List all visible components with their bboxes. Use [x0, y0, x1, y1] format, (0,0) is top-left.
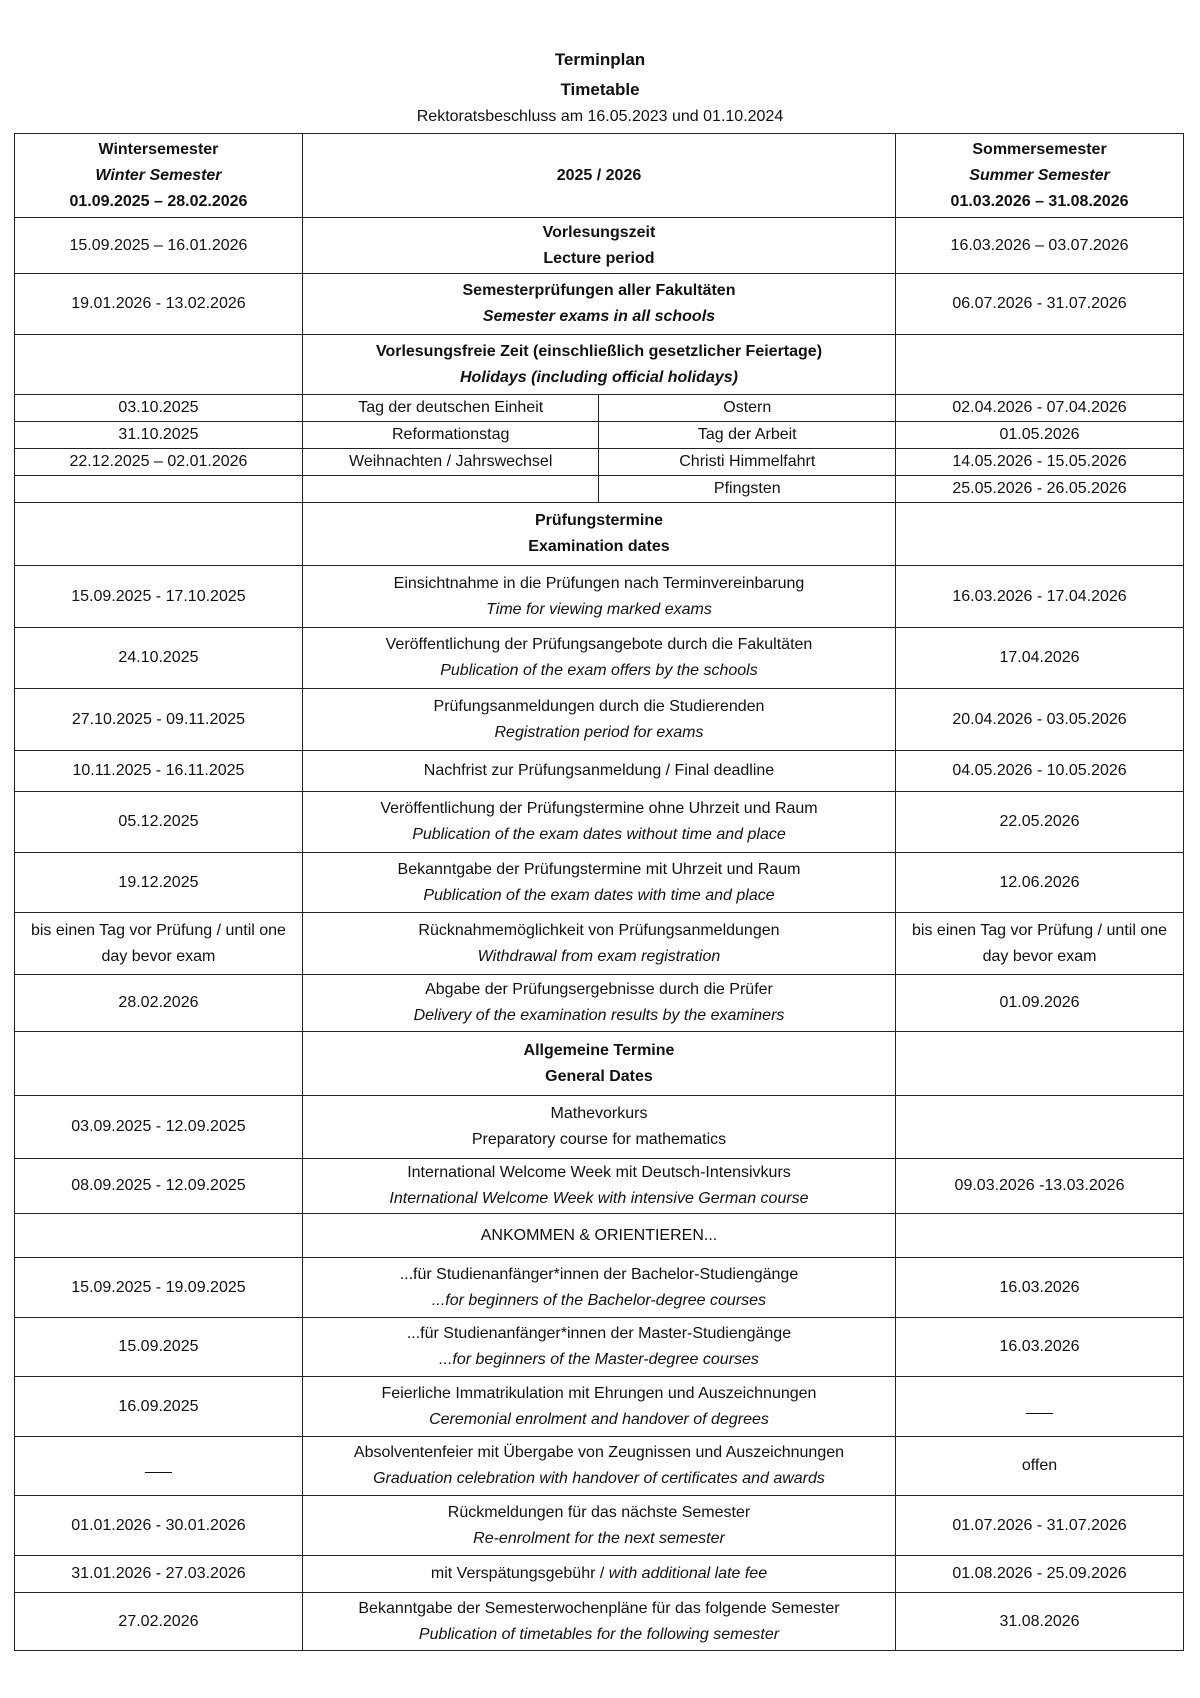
holiday-row — [15, 476, 1184, 503]
winter-date: 19.01.2026 - 13.02.2026 — [15, 274, 303, 335]
semester-exams-row — [15, 274, 1184, 335]
winter-date: 15.09.2025 — [15, 1318, 303, 1377]
summer-date: 01.08.2026 - 25.09.2026 — [896, 1556, 1184, 1593]
winter-date: ___ — [15, 1437, 303, 1496]
winter-date: 22.12.2025 – 02.01.2026 — [15, 449, 303, 476]
event-description: Feierliche Immatrikulation mit Ehrungen und Auszeichnungen Ceremonial enrolment and handover of degrees — [302, 1377, 895, 1437]
summer-date: bis einen Tag vor Prüfung / until one day bevor exam — [896, 913, 1184, 975]
event-description: Veröffentlichung der Prüfungsangebote durch die Fakultäten Publication of the exam offers by the schools — [302, 628, 895, 689]
summer-date: 17.04.2026 — [896, 628, 1184, 689]
winter-date: 28.02.2026 — [15, 975, 303, 1032]
arrival-row — [15, 1258, 1184, 1318]
summer-holiday: Christi Himmelfahrt — [599, 449, 896, 476]
summer-date: 25.05.2026 - 26.05.2026 — [896, 476, 1184, 503]
winter-date: bis einen Tag vor Prüfung / until one day bevor exam — [15, 913, 303, 975]
winter-date: 24.10.2025 — [15, 628, 303, 689]
summer-date: 22.05.2026 — [896, 792, 1184, 853]
winter-date: 27.02.2026 — [15, 1593, 303, 1651]
event-description: Absolventenfeier mit Übergabe von Zeugnissen und Auszeichnungen Graduation celebration with handover of certificates and awards — [302, 1437, 895, 1496]
exam-row — [15, 751, 1184, 792]
section-heading: Vorlesungsfreie Zeit (einschließlich gesetzlicher Feiertage) Holidays (including official holidays) — [302, 335, 895, 395]
header-row — [15, 134, 1184, 218]
summer-date: 01.07.2026 - 31.07.2026 — [896, 1496, 1184, 1556]
exam-row — [15, 975, 1184, 1032]
general-row — [15, 1159, 1184, 1214]
winter-date: 08.09.2025 - 12.09.2025 — [15, 1159, 303, 1214]
summer-date: 12.06.2026 — [896, 853, 1184, 913]
winter-date: 01.01.2026 - 30.01.2026 — [15, 1496, 303, 1556]
exam-dates-header-row — [15, 503, 1184, 566]
winter-date: 15.09.2025 - 19.09.2025 — [15, 1258, 303, 1318]
winter-date: 15.09.2025 – 16.01.2026 — [15, 218, 303, 274]
event-description: Rücknahmemöglichkeit von Prüfungsanmeldungen Withdrawal from exam registration — [302, 913, 895, 975]
summer-date: 16.03.2026 - 17.04.2026 — [896, 566, 1184, 628]
event-description: Vorlesungszeit Lecture period — [302, 218, 895, 274]
lecture-period-row — [15, 218, 1184, 274]
event-description: Rückmeldungen für das nächste Semester Re-enrolment for the next semester — [302, 1496, 895, 1556]
winter-date: 05.12.2025 — [15, 792, 303, 853]
winter-date — [15, 476, 303, 503]
timetables-row — [15, 1593, 1184, 1651]
section-heading: Allgemeine Termine General Dates — [302, 1032, 895, 1096]
summer-date: 16.03.2026 — [896, 1258, 1184, 1318]
winter-date: 27.10.2025 - 09.11.2025 — [15, 689, 303, 751]
winter-date: 31.01.2026 - 27.03.2026 — [15, 1556, 303, 1593]
winter-date: 16.09.2025 — [15, 1377, 303, 1437]
general-dates-header-row — [15, 1032, 1184, 1096]
winter-holiday: Tag der deutschen Einheit — [302, 395, 599, 422]
event-description: International Welcome Week mit Deutsch-Intensivkurs International Welcome Week with intensive German course — [302, 1159, 895, 1214]
event-description: Mathevorkurs Preparatory course for mathematics — [302, 1096, 895, 1159]
winter-date: 03.09.2025 - 12.09.2025 — [15, 1096, 303, 1159]
section-heading: ANKOMMEN & ORIENTIEREN... — [302, 1214, 895, 1258]
academic-year: 2025 / 2026 — [302, 134, 895, 218]
summer-date: 16.03.2026 – 03.07.2026 — [896, 218, 1184, 274]
winter-date: 19.12.2025 — [15, 853, 303, 913]
exam-row — [15, 792, 1184, 853]
winter-semester-header: Wintersemester Winter Semester 01.09.2025 – 28.02.2026 — [15, 134, 303, 218]
event-description: Bekanntgabe der Prüfungstermine mit Uhrzeit und Raum Publication of the exam dates with time and place — [302, 853, 895, 913]
event-description: Semesterprüfungen aller Fakultäten Semester exams in all schools — [302, 274, 895, 335]
event-description: Einsichtnahme in die Prüfungen nach Terminvereinbarung Time for viewing marked exams — [302, 566, 895, 628]
summer-date: 31.08.2026 — [896, 1593, 1184, 1651]
summer-date: 02.04.2026 - 07.04.2026 — [896, 395, 1184, 422]
exam-row — [15, 689, 1184, 751]
event-description: ...für Studienanfänger*innen der Bachelor-Studiengänge ...for beginners of the Bachelor-degree courses — [302, 1258, 895, 1318]
arrival-row — [15, 1377, 1184, 1437]
summer-date: 01.05.2026 — [896, 422, 1184, 449]
winter-date: 15.09.2025 - 17.10.2025 — [15, 566, 303, 628]
summer-holiday: Pfingsten — [599, 476, 896, 503]
summer-date: 01.09.2026 — [896, 975, 1184, 1032]
summer-date: 06.07.2026 - 31.07.2026 — [896, 274, 1184, 335]
arrival-row — [15, 1496, 1184, 1556]
summer-holiday: Tag der Arbeit — [599, 422, 896, 449]
event-description: Veröffentlichung der Prüfungstermine ohne Uhrzeit und Raum Publication of the exam dates without time and place — [302, 792, 895, 853]
section-heading: Prüfungstermine Examination dates — [302, 503, 895, 566]
winter-date: 10.11.2025 - 16.11.2025 — [15, 751, 303, 792]
summer-holiday: Ostern — [599, 395, 896, 422]
holiday-row — [15, 395, 1184, 422]
general-row — [15, 1096, 1184, 1159]
exam-row — [15, 853, 1184, 913]
holiday-row — [15, 449, 1184, 476]
summer-date: 20.04.2026 - 03.05.2026 — [896, 689, 1184, 751]
winter-holiday: Weihnachten / Jahrswechsel — [302, 449, 599, 476]
summer-date: 16.03.2026 — [896, 1318, 1184, 1377]
arrival-row — [15, 1318, 1184, 1377]
summer-date: 04.05.2026 - 10.05.2026 — [896, 751, 1184, 792]
summer-date: offen — [896, 1437, 1184, 1496]
winter-holiday — [302, 476, 599, 503]
summer-date: ___ — [896, 1377, 1184, 1437]
arrival-row — [15, 1437, 1184, 1496]
late-fee-row — [15, 1556, 1184, 1593]
event-description: ...für Studienanfänger*innen der Master-Studiengänge ...for beginners of the Master-degree courses — [302, 1318, 895, 1377]
holidays-header-row — [15, 335, 1184, 395]
arrival-header-row — [15, 1214, 1184, 1258]
summer-semester-header: Sommersemester Summer Semester 01.03.2026 – 31.08.2026 — [896, 134, 1184, 218]
winter-date: 31.10.2025 — [15, 422, 303, 449]
event-description: mit Verspätungsgebühr / with additional late fee — [302, 1556, 895, 1593]
title-en: Timetable — [560, 80, 640, 99]
winter-holiday: Reformationstag — [302, 422, 599, 449]
exam-row — [15, 566, 1184, 628]
timetable — [14, 133, 1184, 1651]
event-description: Abgabe der Prüfungsergebnisse durch die Prüfer Delivery of the examination results by the examiners — [302, 975, 895, 1032]
exam-row — [15, 913, 1184, 975]
winter-date: 03.10.2025 — [15, 395, 303, 422]
summer-date: 09.03.2026 -13.03.2026 — [896, 1159, 1184, 1214]
summer-date: 14.05.2026 - 15.05.2026 — [896, 449, 1184, 476]
summer-date — [896, 1096, 1184, 1159]
title-de: Terminplan — [554, 50, 646, 69]
exam-row — [15, 628, 1184, 689]
event-description: Bekanntgabe der Semesterwochenpläne für das folgende Semester Publication of timetables for the following semester — [302, 1593, 895, 1651]
event-description: Nachfrist zur Prüfungsanmeldung / Final deadline — [302, 751, 895, 792]
event-description: Prüfungsanmeldungen durch die Studierenden Registration period for exams — [302, 689, 895, 751]
resolution-note: Rektoratsbeschluss am 16.05.2023 und 01.10.2024 — [416, 108, 784, 125]
holiday-row — [15, 422, 1184, 449]
